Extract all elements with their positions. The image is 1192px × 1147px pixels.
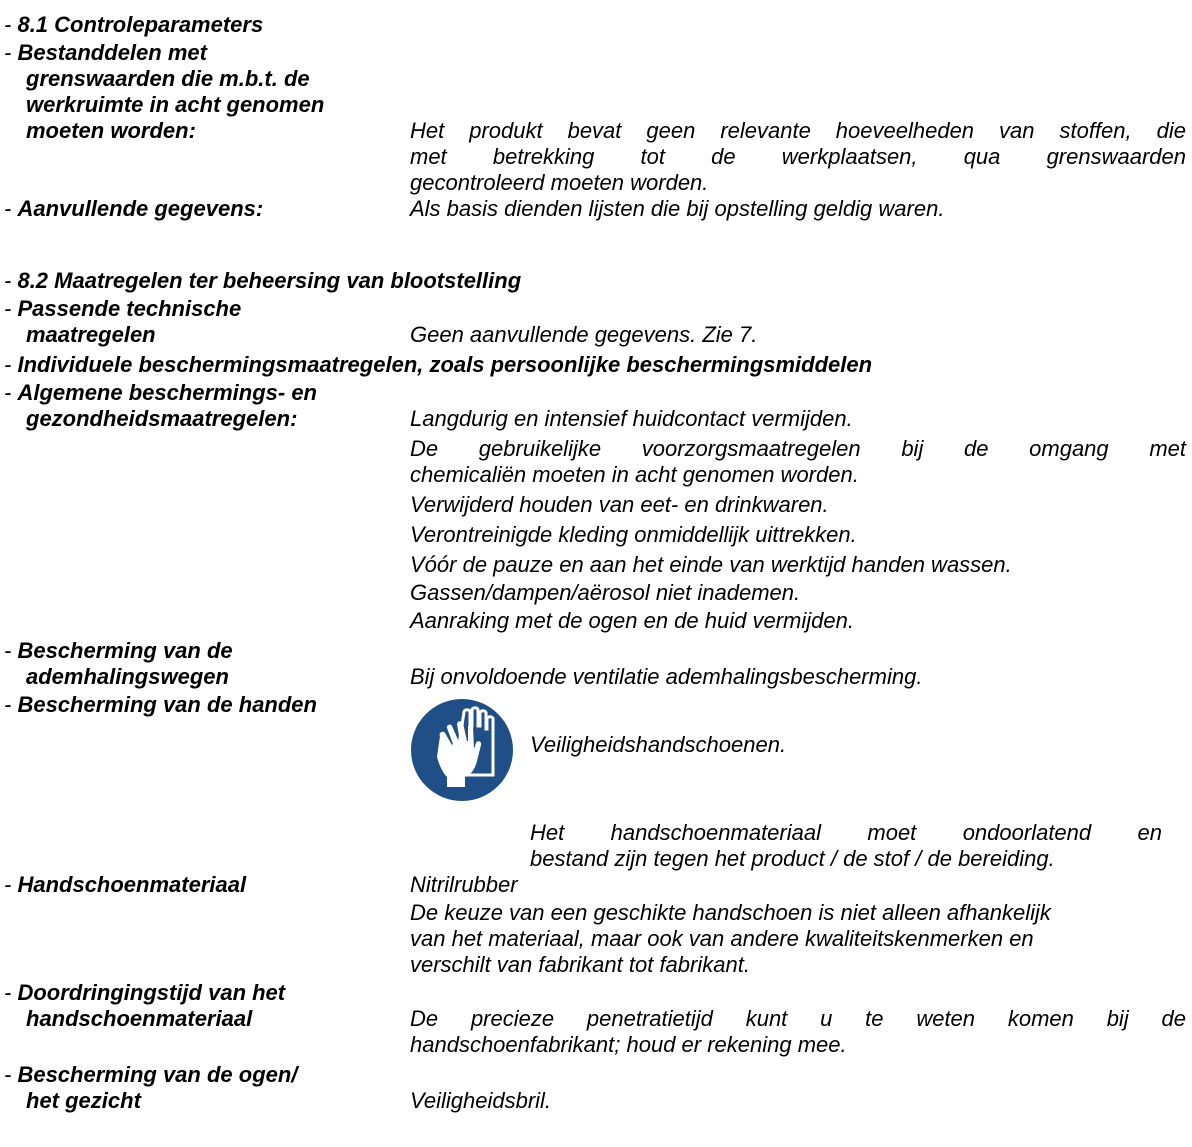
general-text-line-6: Vóór de pauze en aan het einde van werktijd handen wassen. xyxy=(410,552,1012,577)
material-text-line-4: verschilt van fabrikant tot fabrikant. xyxy=(410,952,750,977)
extra-label xyxy=(4,196,263,222)
limits-text-line-3: gecontroleerd moeten worden. xyxy=(410,170,709,195)
material-text-line-2: De keuze van een geschikte handschoen is niet alleen afhankelijk xyxy=(410,900,1051,925)
bullet-dash: - xyxy=(4,638,18,663)
label-text: Handschoenmateriaal xyxy=(17,872,247,897)
general-text-line-7: Gassen/dampen/aërosol niet inademen. xyxy=(410,580,801,605)
hands-note-line-1: Het handschoenmateriaal moet ondoorlatend en xyxy=(530,820,1162,845)
section-8-2-heading xyxy=(4,268,521,294)
bullet-dash: - xyxy=(4,872,18,897)
limits-label-line-3: werkruimte in acht genomen xyxy=(26,92,325,117)
bullet-dash: - xyxy=(4,352,18,377)
general-text-line-8: Aanraking met de ogen en de huid vermijden. xyxy=(410,608,854,633)
heading-text: Individuele beschermingsmaatregelen, zoals persoonlijke beschermingsmiddelen xyxy=(17,352,873,377)
bullet-dash: - xyxy=(4,268,18,293)
limits-label-line-1 xyxy=(4,40,207,66)
general-label-line-2: gezondheidsmaatregelen: xyxy=(26,406,298,431)
heading-text: 8.1 Controleparameters xyxy=(17,12,264,37)
hands-label xyxy=(4,692,317,718)
label-text: Algemene beschermings- en xyxy=(17,380,317,405)
label-text: Bescherming van de xyxy=(17,638,233,663)
limits-label-line-2: grenswaarden die m.b.t. de xyxy=(26,66,310,91)
general-text-line-3: chemicaliën moeten in acht genomen worden. xyxy=(410,462,859,487)
label-text: Bescherming van de ogen/ xyxy=(17,1062,298,1087)
tech-label-line-1 xyxy=(4,296,241,322)
material-text-line-1: Nitrilrubber xyxy=(410,872,518,897)
hands-note-line-2: bestand zijn tegen het product / de stof / de bereiding. xyxy=(530,846,1055,871)
penetration-label-line-2: handschoenmateriaal xyxy=(26,1006,253,1031)
penetration-label-line-1 xyxy=(4,980,285,1006)
eyes-label-line-1 xyxy=(4,1062,297,1088)
heading-text: 8.2 Maatregelen ter beheersing van blootstelling xyxy=(17,268,522,293)
material-label xyxy=(4,872,246,898)
resp-label-line-2: ademhalingswegen xyxy=(26,664,229,689)
eyes-text: Veiligheidsbril. xyxy=(410,1088,552,1113)
extra-text: Als basis dienden lijsten die bij opstelling geldig waren. xyxy=(410,196,945,221)
bullet-dash: - xyxy=(4,692,18,717)
gloves-icon xyxy=(410,698,514,802)
label-text: Bestanddelen met xyxy=(17,40,207,65)
tech-label-line-2: maatregelen xyxy=(26,322,156,347)
penetration-text-line-1: De precieze penetratietijd kunt u te weten komen bij de xyxy=(410,1006,1186,1031)
ppe-heading xyxy=(4,352,872,378)
label-text: Doordringingstijd van het xyxy=(17,980,286,1005)
eyes-label-line-2: het gezicht xyxy=(26,1088,141,1113)
label-text: Passende technische xyxy=(17,296,242,321)
general-text-line-4: Verwijderd houden van eet- en drinkwaren. xyxy=(410,492,829,517)
bullet-dash: - xyxy=(4,1062,18,1087)
resp-text: Bij onvoldoende ventilatie ademhalingsbescherming. xyxy=(410,664,923,689)
general-text-line-2: De gebruikelijke voorzorgsmaatregelen bij de omgang met xyxy=(410,436,1186,461)
section-8-1-heading xyxy=(4,12,263,38)
bullet-dash: - xyxy=(4,380,18,405)
bullet-dash: - xyxy=(4,12,18,37)
limits-text-line-1: Het produkt bevat geen relevante hoeveelheden van stoffen, die xyxy=(410,118,1186,143)
general-text-line-1: Langdurig en intensief huidcontact vermijden. xyxy=(410,406,853,431)
bullet-dash: - xyxy=(4,980,18,1005)
limits-label-line-4: moeten worden: xyxy=(26,118,196,143)
label-text: Aanvullende gegevens: xyxy=(17,196,264,221)
resp-label-line-1 xyxy=(4,638,233,664)
material-text-line-3: van het materiaal, maar ook van andere kwaliteitskenmerken en xyxy=(410,926,1034,951)
general-text-line-5: Verontreinigde kleding onmiddellijk uittrekken. xyxy=(410,522,857,547)
bullet-dash: - xyxy=(4,196,18,221)
label-text: Bescherming van de handen xyxy=(17,692,317,717)
bullet-dash: - xyxy=(4,40,18,65)
general-label-line-1 xyxy=(4,380,317,406)
limits-text-line-2: met betrekking tot de werkplaatsen, qua grenswaarden xyxy=(410,144,1186,169)
bullet-dash: - xyxy=(4,296,18,321)
penetration-text-line-2: handschoenfabrikant; houd er rekening mee. xyxy=(410,1032,847,1057)
hands-text: Veiligheidshandschoenen. xyxy=(530,732,787,757)
tech-text: Geen aanvullende gegevens. Zie 7. xyxy=(410,322,758,347)
